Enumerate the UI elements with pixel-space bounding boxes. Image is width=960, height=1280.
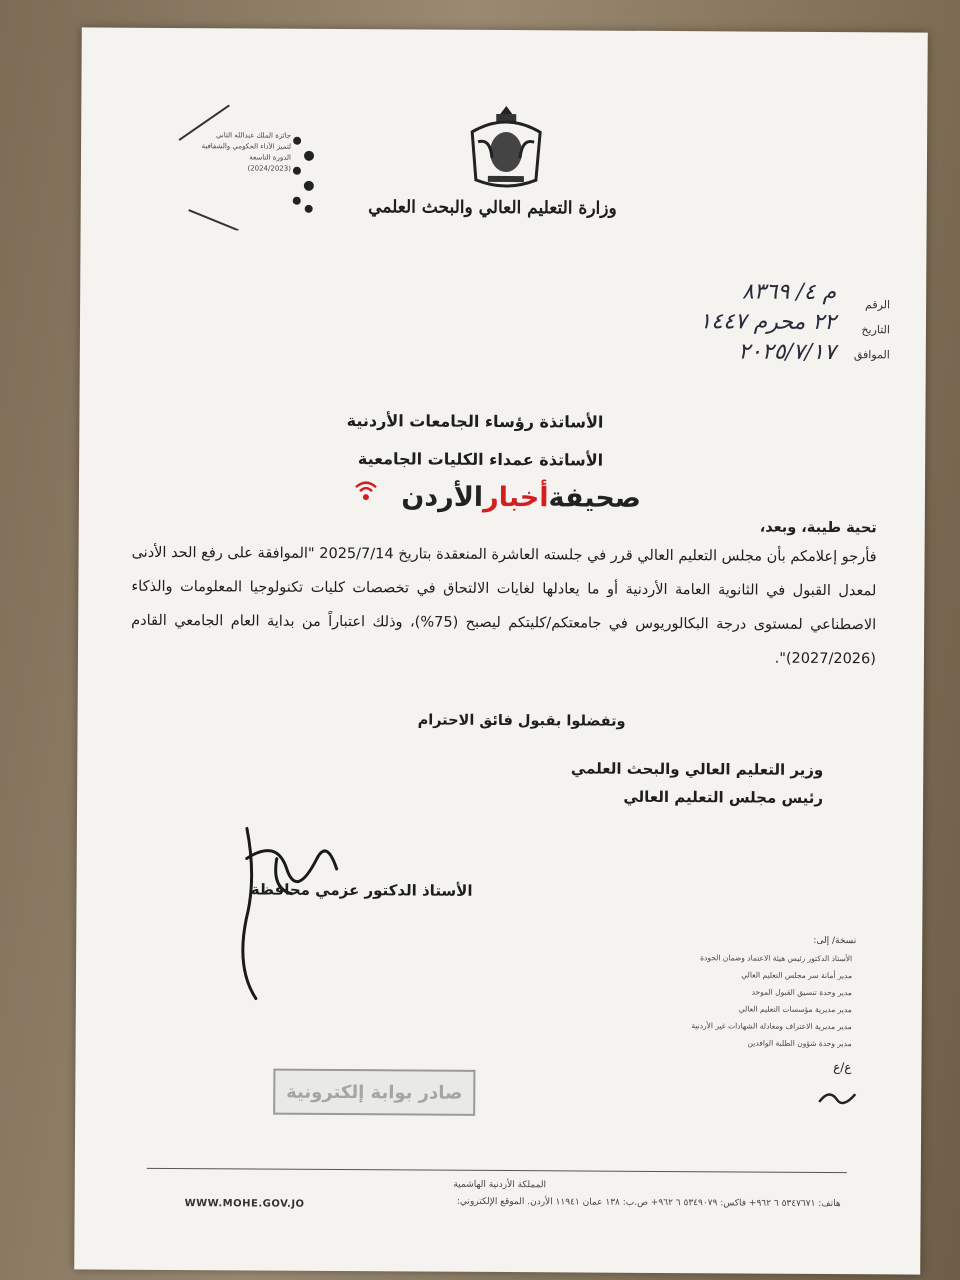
signatory-title: وزير التعليم العالي والبحث العلمي bbox=[570, 759, 824, 779]
reference-labels bbox=[854, 292, 890, 367]
watermark-prefix: صحيفة bbox=[548, 482, 642, 514]
electronic-portal-stamp: صادر بوابة إلكترونية bbox=[273, 1069, 475, 1116]
award-emblem bbox=[169, 100, 330, 231]
cc-mark: ع/ع bbox=[833, 1060, 852, 1075]
letter-page bbox=[74, 27, 928, 1274]
cc-item: مدير مديرية مؤسسات التعليم العالي bbox=[738, 1004, 852, 1015]
ref-hijri-date-label: التاريخ bbox=[861, 323, 891, 337]
ref-gregorian-date-value: ٢٠٢٥/٧/١٧ bbox=[738, 339, 836, 366]
jordan-crest-icon bbox=[466, 102, 547, 190]
cc-list bbox=[691, 949, 852, 1052]
cc-item: مدير وحدة شؤون الطلبة الوافدين bbox=[747, 1038, 852, 1049]
broadcast-icon bbox=[351, 477, 381, 507]
award-line: لتميز الأداء الحكومي والشفافية bbox=[201, 142, 292, 151]
award-line: الدورة التاسعة bbox=[249, 153, 292, 162]
body-paragraph: فأرجو إعلامكم بأن مجلس التعليم العالي قرر في جلسته العاشرة المنعقدة بتاريخ 2025/7/14 "الموافقة على رفع الحد الأدنى لمعدل القبول في الثانوية العامة الأردنية أو ما يعادلها لغايات الالتحاق في تخصصات كليات تكنولوجيا المعلومات والذكاء الاصطناعي لمستوى درجة البكالوريوس في جامعتكم/كليتكم ليصبح (75%)، وذلك اعتباراً من بداية العام الجامعي القادم (2027/2026)". bbox=[131, 544, 877, 668]
cc-item: مدير وحدة تنسيق القبول الموحد bbox=[751, 987, 852, 998]
signatory-titles bbox=[571, 754, 824, 812]
footer-divider bbox=[147, 1168, 847, 1173]
addressee-line: الأساتذة عمداء الكليات الجامعية bbox=[357, 449, 604, 470]
ministry-name: وزارة التعليم العالي والبحث العلمي bbox=[368, 197, 617, 219]
ref-hijri-date-value: ٢٢ محرم ١٤٤٧ bbox=[699, 309, 837, 336]
initials-scribble bbox=[815, 1084, 859, 1110]
cc-item: الأستاذ الدكتور رئيس هيئة الاعتماد وضمان الجودة bbox=[700, 953, 853, 964]
footer-country: المملكة الأردنية الهاشمية bbox=[453, 1179, 547, 1191]
signatory-name: الأستاذ الدكتور عزمي محافظة bbox=[250, 880, 473, 900]
news-watermark bbox=[351, 477, 641, 529]
watermark-highlight: أخبار bbox=[483, 481, 549, 514]
addressee-line: الأساتذة رؤساء الجامعات الأردنية bbox=[346, 411, 604, 432]
handwritten-signature bbox=[216, 798, 357, 1009]
footer-contact: هاتف: ٥٣٤٧٦٧١ ٦ ٩٦٢+ فاكس: ٥٣٤٩٠٧٩ ٦ ٩٦٢+ ص.ب: ١٣٨ عمان ١١٩٤١ الأردن. الموقع الإلكتروني: bbox=[456, 1196, 841, 1210]
signatory-council-title: رئيس مجلس التعليم العالي bbox=[623, 787, 824, 807]
cc-item: مدير أمانة سر مجلس التعليم العالي bbox=[741, 970, 853, 981]
cc-heading: نسخة/ إلى: bbox=[813, 935, 857, 947]
footer-website: WWW.MOHE.GOV.JO bbox=[184, 1198, 305, 1210]
closing-line: وتفضلوا بقبول فائق الاحترام bbox=[417, 712, 626, 730]
cc-item: مدير مديرية الاعتراف ومعادلة الشهادات غير الأردنية bbox=[691, 1021, 852, 1032]
greeting: تحية طيبة، وبعد، bbox=[759, 519, 877, 537]
ref-number-value: م ٤/ ٨٣٦٩ bbox=[741, 279, 837, 306]
watermark-text bbox=[401, 481, 641, 513]
reference-values bbox=[699, 277, 836, 368]
award-caption bbox=[181, 130, 291, 175]
ref-gregorian-date-label: الموافق bbox=[853, 348, 890, 362]
ref-number-label: الرقم bbox=[865, 298, 891, 312]
award-line: جائزة الملك عبدالله الثاني bbox=[215, 131, 292, 140]
award-line: (2024/2023) bbox=[247, 164, 291, 173]
addressees bbox=[346, 402, 603, 480]
watermark-suffix: الأردن bbox=[401, 481, 484, 513]
